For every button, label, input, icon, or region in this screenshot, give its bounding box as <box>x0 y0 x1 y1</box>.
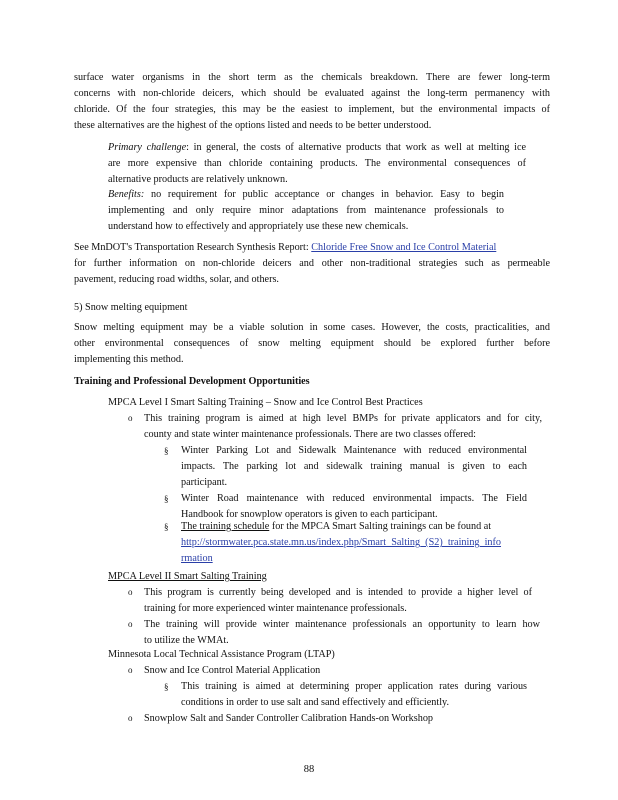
text-line: concerns with non-chloride deicers, which should be evaluated against the long-term permanency with <box>74 88 550 99</box>
text-line: This training is aimed at determining proper application rates during various <box>181 681 527 692</box>
text-line: for further information on non-chloride deicers and other non-traditional strategies such as permeable <box>74 258 550 269</box>
text-line: county and state winter maintenance professionals. There are two classes offered: <box>144 429 477 440</box>
section-bullet-icon: § <box>164 682 169 692</box>
text-line <box>108 187 504 203</box>
challenge-bullet <box>108 140 526 188</box>
text-line: participant. <box>181 477 228 488</box>
mpca-level2-item <box>144 617 540 649</box>
text-line: conditions in order to use salt and sand effectively and efficiently. <box>181 697 450 708</box>
challenge-label: Primary challenge <box>108 142 187 153</box>
see-also-text: See MnDOT's Transportation Research Synthesis Report: <box>74 242 312 253</box>
ltap-title: Minnesota Local Technical Assistance Program (LTAP) <box>108 649 335 660</box>
training-schedule <box>181 519 547 567</box>
text-line: impacts. The parking lot and sidewalk training manual is given to each <box>181 461 527 472</box>
text-line: pavement, reducing road widths, solar, and others. <box>74 274 279 285</box>
ltap-sub1-description <box>181 679 527 711</box>
text-line <box>181 519 547 535</box>
circle-bullet-icon: o <box>128 413 133 423</box>
section-5-paragraph <box>74 320 550 368</box>
mpca-level1-title: MPCA Level I Smart Salting Training – Snow and Ice Control Best Practices <box>108 397 423 408</box>
benefits-bullet <box>108 187 504 235</box>
text-line <box>108 140 526 156</box>
text-line: surface water organisms in the short term as the chemicals breakdown. There are fewer long-term <box>74 72 550 83</box>
circle-bullet-icon: o <box>128 587 133 597</box>
text-line: alternative products are relatively unknown. <box>108 174 288 185</box>
challenge-text: : in general, the costs of alternative products that work as well at melting ice <box>186 142 526 153</box>
text-line: Winter Parking Lot and Sidewalk Maintenance with reduced environmental <box>181 445 527 456</box>
stormwater-url-link-cont[interactable]: rmation <box>181 553 213 564</box>
schedule-text: for the MPCA Smart Salting trainings can be found at <box>269 521 492 532</box>
mpca-level1-description <box>144 411 542 443</box>
ltap-sub2-title: Snowplow Salt and Sander Controller Calibration Hands-on Workshop <box>144 713 434 724</box>
training-heading: Training and Professional Development Opportunities <box>74 376 310 387</box>
text-line: This training program is aimed at high level BMPs for private applicators and for city, <box>144 413 542 424</box>
section-bullet-icon: § <box>164 522 169 532</box>
text-line: Snow melting equipment may be a viable solution in some cases. However, the costs, practicalities, and <box>74 322 550 333</box>
text-line: training for more experienced winter maintenance professionals. <box>144 603 407 614</box>
ltap-sub1-title: Snow and Ice Control Material Application <box>144 665 321 676</box>
section-5-heading: 5) Snow melting equipment <box>74 302 188 313</box>
intro-paragraph <box>74 70 550 134</box>
see-also-paragraph <box>74 240 550 288</box>
section-bullet-icon: § <box>164 446 169 456</box>
chloride-free-report-link[interactable]: Chloride Free Snow and Ice Control Material <box>311 242 497 253</box>
class-parking-lot <box>181 443 527 491</box>
mpca-level2-title <box>108 569 267 585</box>
page-number: 88 <box>303 764 315 775</box>
circle-bullet-icon: o <box>128 619 133 629</box>
mpca-level2-link[interactable]: MPCA Level II Smart Salting Training <box>108 571 267 582</box>
text-line: to utilize the WMAt. <box>144 635 229 646</box>
circle-bullet-icon: o <box>128 665 133 675</box>
text-line: other environmental consequences of snow melting equipment should be explored further before <box>74 338 550 349</box>
text-line: The training will provide winter maintenance professionals an opportunity to learn how <box>144 619 540 630</box>
text-line: This program is currently being developed and is intended to provide a higher level of <box>144 587 532 598</box>
text-line: implementing and only require minor adaptations from maintenance professionals to <box>108 205 504 216</box>
text-line: Handbook for snowplow operators is given to each participant. <box>181 509 438 520</box>
stormwater-url-link[interactable]: http://stormwater.pca.state.mn.us/index.php/Smart_Salting_(S2)_training_info <box>181 537 502 548</box>
text-line <box>74 240 550 256</box>
circle-bullet-icon: o <box>128 713 133 723</box>
text-line: are more expensive than chloride containing products. The environmental consequences of <box>108 158 526 169</box>
section-bullet-icon: § <box>164 494 169 504</box>
mpca-level2-item <box>144 585 532 617</box>
training-schedule-link[interactable]: The training schedule <box>181 521 270 532</box>
text-line: chloride. Of the four strategies, this may be the easiest to implement, but the environmental impacts of <box>74 104 550 115</box>
benefits-text: no requirement for public acceptance or changes in behavior. Easy to begin <box>144 189 504 200</box>
text-line: these alternatives are the highest of the options listed and needs to be better understood. <box>74 120 432 131</box>
text-line: understand how to effectively and appropriately use these new chemicals. <box>108 221 409 232</box>
text-line: Winter Road maintenance with reduced environmental impacts. The Field <box>181 493 527 504</box>
text-line: implementing this method. <box>74 354 184 365</box>
benefits-label: Benefits: <box>108 189 145 200</box>
